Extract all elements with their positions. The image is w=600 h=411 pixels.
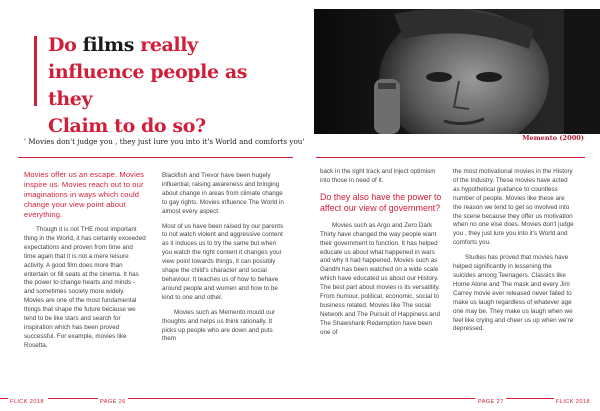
article-column-2 — [162, 172, 284, 350]
title-word-films: films — [82, 34, 134, 56]
headline-block — [34, 28, 292, 137]
title-line2: influence people as they — [48, 61, 248, 110]
body-paragraph: Studies has proved that movies have helped significantly in lessening the suicides among Teenagers. Classics like Home Alone and The mask and every Jim Carrey movie ever released never failed to make us laugh regardless of whatever age one may be. They make us laugh when we feel like crying and cheer us up when we're depressed. — [453, 254, 574, 333]
lead-paragraph: Movies offer us an escape. Movies inspire us. Movies reach out to our imaginations in ways which could change your view point about everything. — [24, 170, 145, 219]
section-heading: Do they also have the power to affect our view of government? — [320, 191, 442, 213]
photo-caption: Memento (2000) — [522, 134, 584, 142]
footer-brand-right: FLICK 2018 — [556, 399, 590, 405]
footer-page-right: PAGE 27 — [478, 399, 504, 405]
body-paragraph: back in the right track and inject optimism into those in need of it. — [320, 168, 436, 184]
film-still-photo — [314, 9, 600, 134]
footer-page-left: PAGE 26 — [100, 399, 126, 405]
body-paragraph: Though it is not THE most important thing in the World, it has certainly exceeded expectations and proven from time and time again that it is not a mere leisure activity. A good film does more than entertain or fill seats at the cinema. It has the power to change hearts and minds - and sometimes society more widely. Movies are one of the most fundamental things that shape the future because we tend to be like stars and search for inspiration which has been proved successful. For example, movies like Rosetta, — [24, 226, 146, 349]
footer-rule-right-start — [300, 398, 475, 399]
footer-rule-left-mid — [48, 398, 98, 399]
film-still-image — [314, 9, 600, 134]
article-column-1 — [24, 170, 146, 357]
title-line1-a: Do — [48, 34, 83, 56]
article-column-3 — [320, 168, 442, 344]
footer-rule-right-mid — [506, 398, 554, 399]
body-paragraph: Blackfish and Trevor have been hugely influential, raising awareness and bringing about change in areas from climate change to gay rights. Movies influence The World in almost every aspect. — [162, 172, 284, 215]
page-title — [48, 32, 292, 140]
title-line3: Claim to do so? — [48, 115, 206, 137]
footer-brand-left: FLICK 2018 — [10, 399, 44, 405]
title-line1-b: really — [134, 34, 198, 56]
quote-rule-right — [316, 157, 585, 158]
body-paragraph: the most motivational movies in the History of the Industry. These movies have acted as hypothetical guidance to countless number of people. Movies like these are the reason we tend to get so involved into the scene because they offer us motivation when no one else does. Movies don't judge you , they just lure you into it's World and comforts you. — [453, 168, 574, 247]
headline-accent-rule — [34, 36, 37, 106]
article-column-4 — [453, 168, 575, 340]
body-paragraph: Movies such as Memento mould our thoughts and helps us think rationally. It picks up people who are down and puts them — [162, 308, 276, 343]
footer-rule-left-end — [128, 398, 300, 399]
pull-quote: ' Movies don't judge you , they just lure you into it's World and comforts you' — [24, 137, 305, 146]
body-paragraph: Most of us have been raised by our parents to not watch violent and aggressive content as it induces us to try the same but when you watch the right content it changes your view point towards things, it can possibly shape the child's character and social behaviour. It teaches us of how to behave around people and women and how to be kind to one and other. — [162, 222, 284, 301]
quote-rule-left — [18, 157, 293, 158]
body-paragraph: Movies such as Argo and Zero Dark Thirty have changed the way people want their government to function. It has helped educate us about what happened in wars and why it had happened. Movies such as Gandhi has been watched on a wide scale which have educated us about our History. The best part about movies is its versatility. From humour, political, economic, social to business related. Movies like The social Network and The Pursuit of Happiness and The Shawshank Redemption have been one of — [320, 221, 440, 336]
footer-rule-left-start — [0, 398, 8, 399]
